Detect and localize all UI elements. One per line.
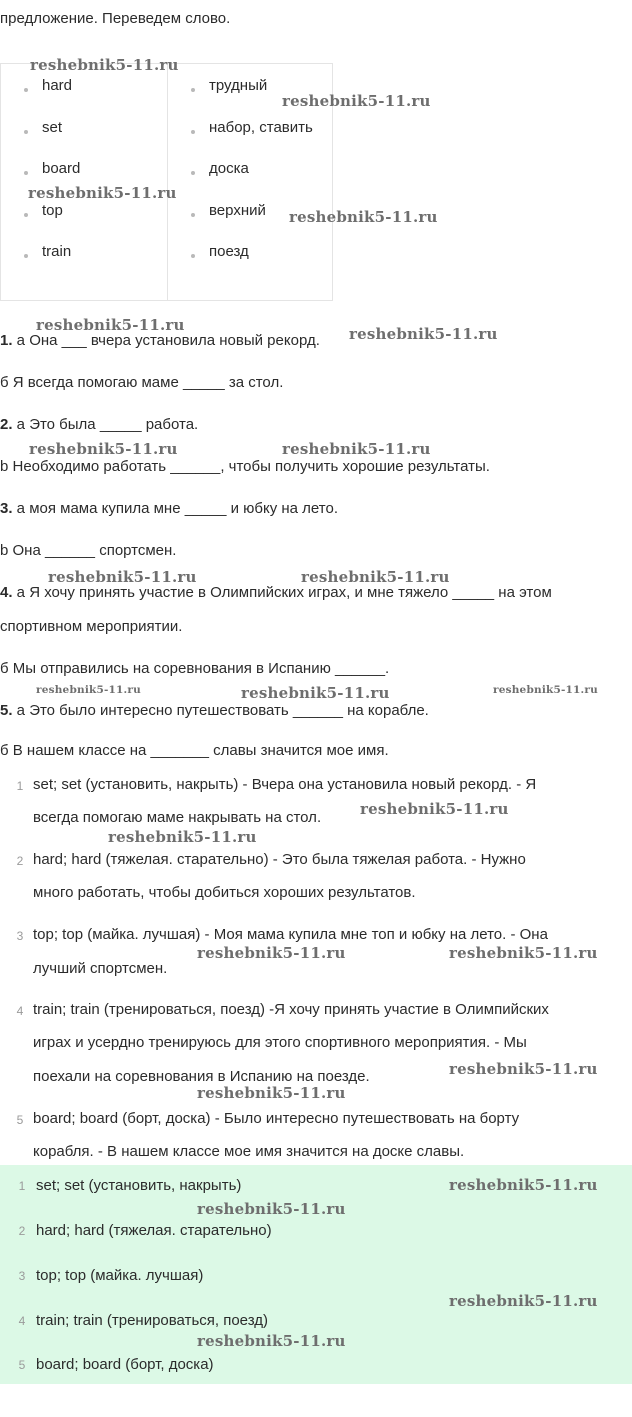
vocab-en-4: train — [42, 243, 72, 260]
answer-number: 5 — [18, 1358, 26, 1372]
answer-3-line-2: лучший спортсмен. — [33, 960, 168, 977]
vocab-ru-3: верхний — [209, 202, 266, 219]
watermark: reshebnik5-11.ru — [108, 828, 257, 846]
watermark: reshebnik5-11.ru — [30, 56, 179, 74]
exercise-text: а Она ___ вчера установила новый рекорд. — [12, 332, 320, 349]
bullet-icon — [24, 88, 28, 92]
answer-number: 4 — [16, 1004, 24, 1018]
watermark: reshebnik5-11.ru — [197, 1200, 346, 1218]
short-answer-1: set; set (установить, накрыть) — [36, 1177, 242, 1194]
exercise-number: 4. — [0, 584, 13, 601]
watermark: reshebnik5-11.ru — [360, 800, 509, 818]
watermark: reshebnik5-11.ru — [301, 568, 450, 586]
exercise-5b: б В нашем классе на _______ славы значится мое имя. — [0, 742, 389, 759]
watermark: reshebnik5-11.ru — [48, 568, 197, 586]
watermark: reshebnik5-11.ru — [36, 316, 185, 334]
answer-1-line-2: всегда помогаю маме накрывать на стол. — [33, 809, 322, 826]
answer-number: 2 — [16, 854, 24, 868]
vocab-ru-4: поезд — [209, 243, 249, 260]
exercise-4a-cont: спортивном мероприятии. — [0, 618, 183, 635]
vocab-en-1: set — [42, 119, 63, 136]
exercise-3a — [0, 500, 338, 517]
exercise-text: а Это было интересно путешествовать ______ на корабле. — [12, 702, 429, 719]
answer-4-line-1: train; train (тренироваться, поезд) -Я хочу принять участие в Олимпийских — [33, 1001, 549, 1018]
exercise-5a — [0, 702, 429, 719]
short-answer-3: top; top (майка. лучшая) — [36, 1267, 204, 1284]
answer-number: 3 — [18, 1269, 26, 1283]
exercise-3b: b Она ______ спортсмен. — [0, 542, 177, 559]
exercise-1a — [0, 332, 320, 349]
short-answer-2: hard; hard (тяжелая. старательно) — [36, 1222, 272, 1239]
short-answer-4: train; train (тренироваться, поезд) — [36, 1312, 268, 1329]
exercise-number: 1. — [0, 332, 13, 349]
bullet-icon — [191, 171, 195, 175]
answer-2-line-2: много работать, чтобы добиться хороших результатов. — [33, 884, 416, 901]
exercise-2b: b Необходимо работать ______, чтобы получить хорошие результаты. — [0, 458, 490, 475]
answer-1-line-1: set; set (установить, накрыть) - Вчера она установила новый рекорд. - Я — [33, 776, 537, 793]
exercise-number: 5. — [0, 702, 13, 719]
watermark: reshebnik5-11.ru — [197, 944, 346, 962]
vocab-en-2: board — [42, 160, 81, 177]
answer-number: 3 — [16, 929, 24, 943]
bullet-icon — [24, 171, 28, 175]
watermark: reshebnik5-11.ru — [449, 944, 598, 962]
vocab-ru-1: набор, ставить — [209, 119, 313, 136]
short-answer-5: board; board (борт, доска) — [36, 1356, 214, 1373]
watermark: reshebnik5-11.ru — [241, 684, 390, 702]
vocab-en-0: hard — [42, 77, 73, 94]
exercise-number: 2. — [0, 416, 13, 433]
watermark: reshebnik5-11.ru — [493, 684, 598, 696]
bullet-icon — [191, 254, 195, 258]
answer-4-line-3: поехали на соревнования в Испанию на поезде. — [33, 1068, 370, 1085]
watermark: reshebnik5-11.ru — [36, 684, 141, 696]
bullet-icon — [24, 130, 28, 134]
bullet-icon — [24, 254, 28, 258]
watermark: reshebnik5-11.ru — [449, 1176, 598, 1194]
exercise-4a — [0, 584, 552, 601]
bullet-icon — [191, 88, 195, 92]
watermark: reshebnik5-11.ru — [29, 440, 178, 458]
watermark: reshebnik5-11.ru — [449, 1292, 598, 1310]
bullet-icon — [191, 130, 195, 134]
answer-5-line-2: корабля. - В нашем классе мое имя значится на доске славы. — [33, 1143, 465, 1160]
intro-text: предложение. Переведем слово. — [0, 10, 231, 27]
answer-number: 4 — [18, 1314, 26, 1328]
answer-5-line-1: board; board (борт, доска) - Было интересно путешествовать на борту — [33, 1110, 520, 1127]
answer-number: 1 — [16, 779, 24, 793]
watermark: reshebnik5-11.ru — [197, 1084, 346, 1102]
exercise-text: а Я хочу принять участие в Олимпийских играх, и мне тяжело _____ на этом — [12, 584, 552, 601]
bullet-icon — [191, 213, 195, 217]
watermark: reshebnik5-11.ru — [28, 184, 177, 202]
vocab-en-3: top — [42, 202, 63, 219]
table-divider — [167, 64, 168, 300]
bullet-icon — [24, 213, 28, 217]
short-answers-panel — [0, 1165, 632, 1384]
exercise-4b: б Мы отправились на соревнования в Испанию ______. — [0, 660, 390, 677]
answer-number: 5 — [16, 1113, 24, 1127]
exercise-text: а моя мама купила мне _____ и юбку на лето. — [12, 500, 338, 517]
watermark: reshebnik5-11.ru — [282, 440, 431, 458]
watermark: reshebnik5-11.ru — [197, 1332, 346, 1350]
exercise-number: 3. — [0, 500, 13, 517]
answer-4-line-2: играх и усердно тренируюсь для этого спортивного мероприятия. - Мы — [33, 1034, 527, 1051]
answer-number: 1 — [18, 1179, 26, 1193]
exercise-text: а Это была _____ работа. — [12, 416, 199, 433]
exercise-1b: б Я всегда помогаю маме _____ за стол. — [0, 374, 284, 391]
answer-3-line-1: top; top (майка. лучшая) - Моя мама купила мне топ и юбку на лето. - Она — [33, 926, 548, 943]
watermark: reshebnik5-11.ru — [349, 325, 498, 343]
answer-number: 2 — [18, 1224, 26, 1238]
answer-2-line-1: hard; hard (тяжелая. старательно) - Это была тяжелая работа. - Нужно — [33, 851, 526, 868]
vocab-ru-2: доска — [209, 160, 249, 177]
watermark: reshebnik5-11.ru — [289, 208, 438, 226]
watermark: reshebnik5-11.ru — [449, 1060, 598, 1078]
vocab-ru-0: трудный — [209, 77, 268, 94]
watermark: reshebnik5-11.ru — [282, 92, 431, 110]
exercise-2a — [0, 416, 198, 433]
